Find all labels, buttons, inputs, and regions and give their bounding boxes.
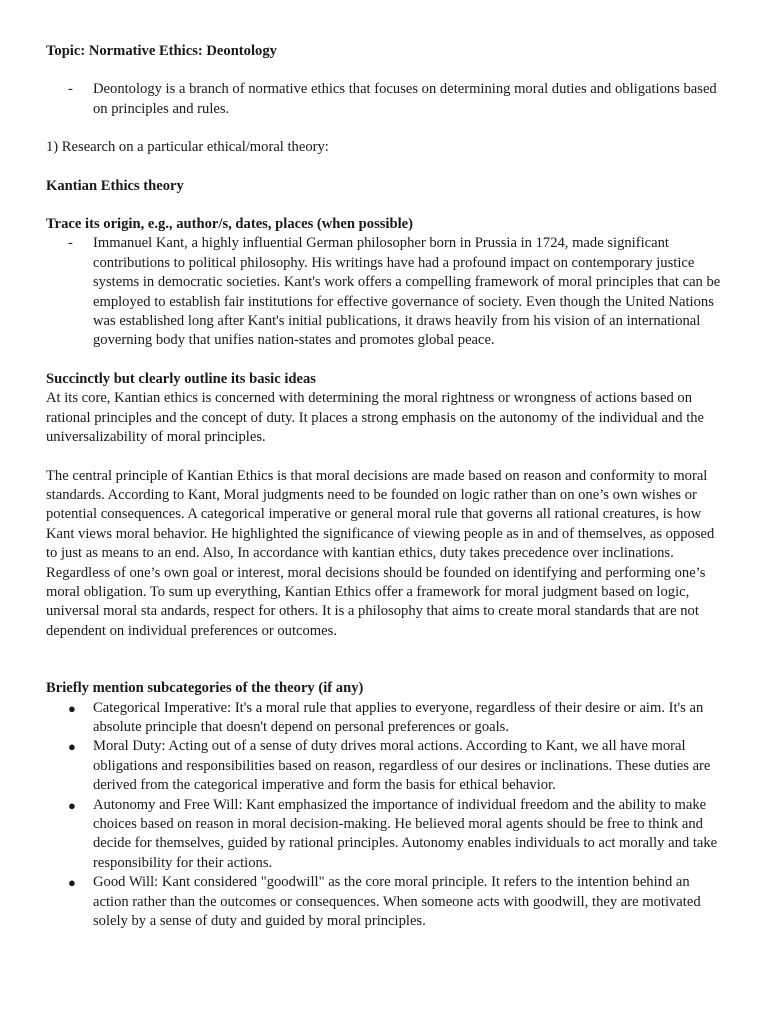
origin-bullet-text: Immanuel Kant, a highly influential German philosopher born in Prussia in 1724, made significant contributions to political philosophy. His writings have had a profound impact on contemporary justice systems in democratic societies. Kant's work offers a compelling framework of moral principles that can be employed to establish fair institutions for effective governance of society. Even though the United Nations was established long after Kant's initial publications, it draws heavily from his vision of an international governing body that unifies nation-states and promotes global peace. [93, 235, 721, 349]
bullet-dot: ● [68, 875, 76, 891]
list-item [46, 699, 726, 738]
intro-list [46, 80, 726, 119]
outline-heading: Succinctly but clearly outline its basic ideas [46, 370, 316, 387]
list-item [46, 873, 726, 931]
research-line: 1) Research on a particular ethical/moral theory: [46, 139, 329, 156]
outline-paragraph-1: At its core, Kantian ethics is concerned with determining the moral rightness or wrongness of actions based on rational principles and the concept of duty. It places a strong emphasis on the autonomy of the individual and the universalizability of moral principles. [46, 390, 705, 446]
subcategory-text: Moral Duty: Acting out of a sense of duty drives moral actions. According to Kant, we all have moral obligations and responsibilities based on reason, regardless of our desires or inclinations. These duties are derived from the categorical imperative and form the basis for ethical behavior. [93, 738, 711, 794]
intro-bullet [46, 80, 726, 119]
bullet-dot: ● [68, 700, 76, 716]
bullet-dot: ● [68, 739, 76, 755]
dash-marker: - [68, 81, 73, 98]
document-page [46, 42, 726, 931]
list-item [46, 737, 726, 795]
subcategory-text: Good Will: Kant considered "goodwill" as the core moral principle. It refers to the intention behind an action rather than the outcomes or consequences. When someone acts with goodwill, they are motivated solely by a sense of duty and guided by moral principles. [93, 874, 701, 930]
dash-marker: - [68, 235, 73, 252]
origin-heading: Trace its origin, e.g., author/s, dates, places (when possible) [46, 216, 413, 233]
origin-list [46, 234, 726, 350]
subcategories-list [46, 699, 726, 932]
origin-bullet [46, 234, 726, 350]
theory-title: Kantian Ethics theory [46, 177, 184, 194]
subcategories-heading: Briefly mention subcategories of the theory (if any) [46, 680, 364, 697]
topic-heading: Topic: Normative Ethics: Deontology [46, 43, 277, 59]
subcategory-text: Autonomy and Free Will: Kant emphasized the importance of individual freedom and the ability to make choices based on reason in moral decision-making. He believed moral agents should be free to think and decide for themselves, guided by rational principles. Autonomy enables individuals to act morally and take responsibility for their actions. [93, 796, 718, 871]
outline-paragraph-2: The central principle of Kantian Ethics is that moral decisions are made based on reason and conformity to moral standards. According to Kant, Moral judgments need to be founded on logic rather than on one’s own wishes or potential consequences. A categorical imperative or general moral rule that governs all rational creatures, is how Kant views moral behavior. He highlighted the significance of viewing people as in and of themselves, as opposed to just as means to an end. Also, In accordance with kantian ethics, duty takes precedence over inclinations. Regardless of one’s own goal or interest, moral decisions should be founded on identifying and performing one’s moral obligation. To sum up everything, Kantian Ethics offer a framework for moral judgment based on logic, universal moral sta andards, respect for others. It is a philosophy that aims to create moral standards that are not dependent on individual preferences or outcomes. [46, 467, 715, 639]
list-item [46, 796, 726, 874]
bullet-dot: ● [68, 797, 76, 813]
subcategory-text: Categorical Imperative: It's a moral rule that applies to everyone, regardless of their desire or aim. It's an absolute principle that doesn't depend on personal preferences or goals. [93, 699, 704, 735]
intro-bullet-text: Deontology is a branch of normative ethics that focuses on determining moral duties and obligations based on principles and rules. [93, 81, 717, 117]
